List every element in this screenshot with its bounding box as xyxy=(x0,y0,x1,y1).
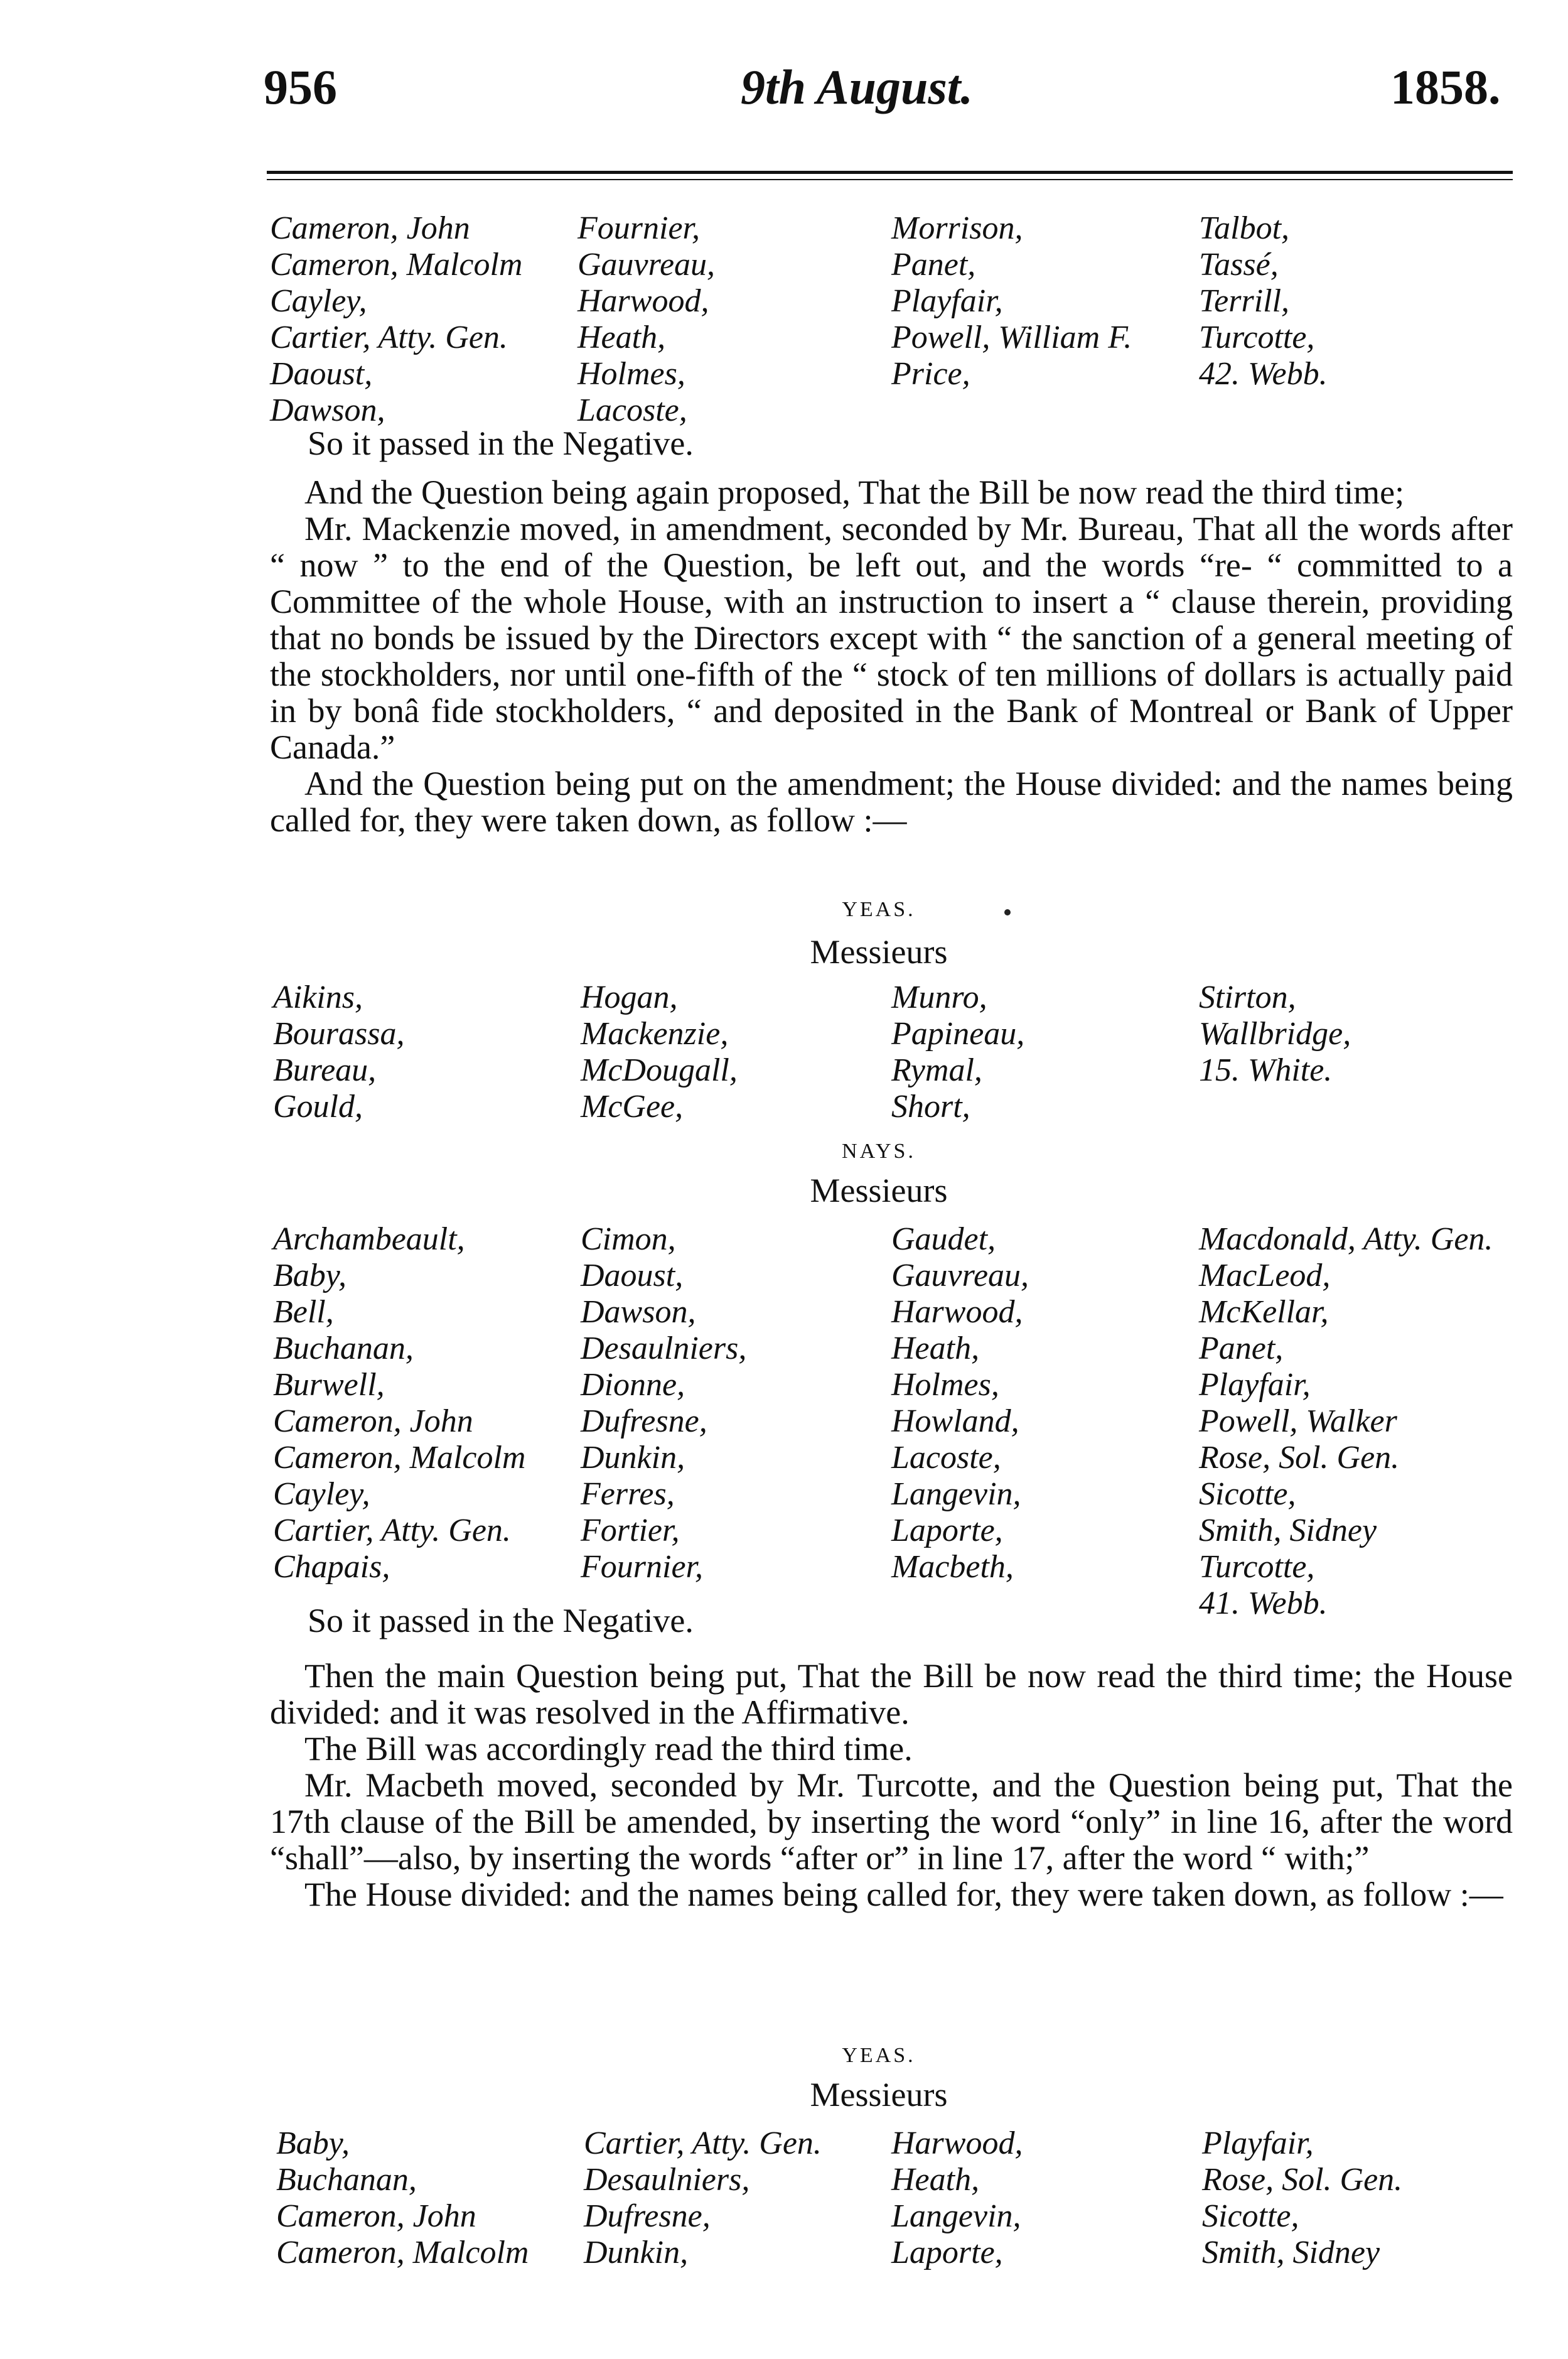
name-entry: Cimon, xyxy=(581,1221,676,1257)
names-column-4 xyxy=(1199,1221,1493,1622)
yeas-label-1: YEAS. xyxy=(842,898,916,921)
name-entry: MacLeod, xyxy=(1199,1258,1331,1293)
name-entry: Fournier, xyxy=(577,210,700,246)
names-column-3 xyxy=(891,210,1132,392)
stray-dot xyxy=(1004,909,1011,915)
name-entry: Dufresne, xyxy=(584,2198,711,2234)
names-column-2 xyxy=(581,1221,746,1585)
name-entry: Terrill, xyxy=(1199,283,1290,319)
name-entry: Dawson, xyxy=(270,392,385,428)
name-entry: Dionne, xyxy=(581,1367,685,1403)
name-entry: Panet, xyxy=(1199,1331,1284,1366)
yeas-label-2: YEAS. xyxy=(842,2044,916,2067)
name-entry: Baby, xyxy=(276,2125,350,2161)
result-negative-2: So it passed in the Negative. xyxy=(308,1602,694,1639)
names-column-1 xyxy=(270,210,522,429)
name-entry: Archambeault, xyxy=(273,1221,465,1257)
name-entry: Cayley, xyxy=(273,1476,370,1512)
name-entry: Holmes, xyxy=(577,356,685,392)
name-entry: Lacoste, xyxy=(891,1440,1001,1476)
name-entry: Fortier, xyxy=(581,1513,680,1548)
name-entry: Cameron, Malcolm xyxy=(276,2235,529,2270)
name-entry: Burwell, xyxy=(273,1367,385,1403)
name-entry: McKellar, xyxy=(1199,1294,1329,1330)
paragraph-house-divided: The House divided: and the names being called for, they were taken down, as follow :— xyxy=(304,1876,1503,1913)
name-entry: Talbot, xyxy=(1199,210,1290,246)
name-entry: Laporte, xyxy=(891,2235,1003,2270)
name-entry: Cartier, Atty. Gen. xyxy=(273,1513,511,1548)
names-column-4 xyxy=(1199,980,1351,1089)
name-entry: Cayley, xyxy=(270,283,367,319)
paragraph-macbeth-motion: Mr. Macbeth moved, seconded by Mr. Turcotte, and the Question being put, That the 17th clause of the Bill be amended, by inserting the word “only” in line 16, after the word “shall”—also, by inserting the words “after or” in line 17, after the word “ with;” xyxy=(270,1766,1513,1877)
name-entry: Dunkin, xyxy=(584,2235,689,2270)
name-entry: Dawson, xyxy=(581,1294,696,1330)
name-entry: Lacoste, xyxy=(577,392,687,428)
messieurs-label-3: Messieurs xyxy=(810,2076,948,2113)
name-entry: Bureau, xyxy=(273,1052,377,1088)
name-entry: Gaudet, xyxy=(891,1221,996,1257)
name-entry: Cameron, John xyxy=(270,210,470,246)
name-entry: Smith, Sidney xyxy=(1202,2235,1380,2270)
name-entry: Macbeth, xyxy=(891,1549,1014,1585)
name-entry: Wallbridge, xyxy=(1199,1016,1351,1052)
name-entry: Langevin, xyxy=(891,2198,1021,2234)
page-year: 1858. xyxy=(1390,60,1501,114)
names-column-4 xyxy=(1202,2125,1402,2271)
name-entry: Powell, Walker xyxy=(1199,1403,1397,1439)
text-block-1 xyxy=(270,474,1513,838)
name-entry: Panet, xyxy=(891,247,976,283)
name-entry: Price, xyxy=(891,356,970,392)
name-entry: Heath, xyxy=(891,1331,980,1366)
name-entry: Aikins, xyxy=(273,980,363,1015)
header-rule-thin xyxy=(267,179,1513,180)
name-entry: Dunkin, xyxy=(581,1440,685,1476)
name-entry: Heath, xyxy=(891,2162,980,2198)
name-entry: Daoust, xyxy=(270,356,373,392)
nays-label-1: NAYS. xyxy=(842,1140,916,1163)
name-entry: Cameron, Malcolm xyxy=(270,247,523,283)
name-entry: 15. White. xyxy=(1199,1052,1333,1088)
names-column-3 xyxy=(891,1221,1029,1585)
names-column-3 xyxy=(891,2125,1023,2271)
names-column-3 xyxy=(891,980,1024,1125)
name-entry: Howland, xyxy=(891,1403,1019,1439)
messieurs-label-2: Messieurs xyxy=(810,1172,948,1209)
name-entry: 41. Webb. xyxy=(1199,1585,1328,1621)
name-entry: Gauvreau, xyxy=(891,1258,1029,1293)
names-column-2 xyxy=(584,2125,822,2271)
names-column-2 xyxy=(577,210,715,429)
name-entry: Gauvreau, xyxy=(577,247,716,283)
name-entry: Harwood, xyxy=(891,2125,1023,2161)
name-entry: Buchanan, xyxy=(276,2162,417,2198)
name-entry: Turcotte, xyxy=(1199,320,1315,355)
name-entry: 42. Webb. xyxy=(1199,356,1328,392)
name-entry: Ferres, xyxy=(581,1476,675,1512)
names-column-1 xyxy=(276,2125,529,2271)
name-entry: McDougall, xyxy=(581,1052,738,1088)
result-negative-1: So it passed in the Negative. xyxy=(308,424,694,462)
name-entry: Playfair, xyxy=(1199,1367,1311,1403)
text-block-2 xyxy=(270,1658,1513,1913)
name-entry: Tassé, xyxy=(1199,247,1279,283)
name-entry: Dufresne, xyxy=(581,1403,707,1439)
names-column-1 xyxy=(273,1221,525,1585)
name-entry: Harwood, xyxy=(891,1294,1023,1330)
paragraph-main-question: Then the main Question being put, That the Bill be now read the third time; the House divided: and it was resolved in the Affirmative. xyxy=(270,1657,1513,1731)
name-entry: Powell, William F. xyxy=(891,320,1132,355)
name-entry: McGee, xyxy=(581,1089,684,1125)
name-entry: Hogan, xyxy=(581,980,678,1015)
name-entry: Laporte, xyxy=(891,1513,1003,1548)
name-entry: Buchanan, xyxy=(273,1331,414,1366)
name-entry: Smith, Sidney xyxy=(1199,1513,1377,1548)
name-entry: Baby, xyxy=(273,1258,346,1293)
name-entry: Rymal, xyxy=(891,1052,982,1088)
name-entry: Playfair, xyxy=(891,283,1003,319)
name-entry: Desaulniers, xyxy=(581,1331,747,1366)
name-entry: Holmes, xyxy=(891,1367,999,1403)
name-entry: Short, xyxy=(891,1089,970,1125)
name-entry: Bourassa, xyxy=(273,1016,405,1052)
names-column-2 xyxy=(581,980,738,1125)
name-entry: Papineau, xyxy=(891,1016,1025,1052)
name-entry: Gould, xyxy=(273,1089,363,1125)
name-entry: Sicotte, xyxy=(1202,2198,1299,2234)
name-entry: Cameron, Malcolm xyxy=(273,1440,526,1476)
name-entry: Rose, Sol. Gen. xyxy=(1202,2162,1403,2198)
name-entry: Mackenzie, xyxy=(581,1016,729,1052)
name-entry: Chapais, xyxy=(273,1549,390,1585)
name-entry: Sicotte, xyxy=(1199,1476,1296,1512)
name-entry: Heath, xyxy=(577,320,666,355)
names-column-1 xyxy=(273,980,404,1125)
name-entry: Rose, Sol. Gen. xyxy=(1199,1440,1400,1476)
name-entry: Turcotte, xyxy=(1199,1549,1315,1585)
name-entry: Stirton, xyxy=(1199,980,1296,1015)
names-column-4 xyxy=(1199,210,1328,392)
paragraph-mackenzie-amendment: Mr. Mackenzie moved, in amendment, seconded by Mr. Bureau, That all the words after “ now ” to the end of the Question, be left out, and the words “re- “ committed to a Committee of the whole House, with an instruction to insert a “ clause therein, providing that no bonds be issued by the Directors except with “ the sanction of a general meeting of the stockholders, nor until one-fifth of the “ stock of ten millions of dollars is actually paid in by bonâ fide stockholders, “ and deposited in the Bank of Montreal or Bank of Upper Canada.” xyxy=(270,510,1513,766)
name-entry: Cameron, John xyxy=(273,1403,473,1439)
name-entry: Daoust, xyxy=(581,1258,684,1293)
name-entry: Macdonald, Atty. Gen. xyxy=(1199,1221,1493,1257)
name-entry: Fournier, xyxy=(581,1549,703,1585)
name-entry: Playfair, xyxy=(1202,2125,1314,2161)
name-entry: Bell, xyxy=(273,1294,334,1330)
paragraph-question-put: And the Question being put on the amendment; the House divided: and the names being called for, they were taken down, as follow :— xyxy=(270,765,1513,839)
header-rule-thick xyxy=(267,171,1513,174)
name-entry: Harwood, xyxy=(577,283,709,319)
paragraph-third-reading: The Bill was accordingly read the third time. xyxy=(304,1730,913,1768)
name-entry: Cameron, John xyxy=(276,2198,476,2234)
paragraph-question-proposed: And the Question being again proposed, That the Bill be now read the third time; xyxy=(304,473,1405,511)
messieurs-label-1: Messieurs xyxy=(810,933,948,971)
name-entry: Langevin, xyxy=(891,1476,1021,1512)
page-date: 9th August. xyxy=(741,60,973,114)
page-number: 956 xyxy=(264,60,337,114)
name-entry: Cartier, Atty. Gen. xyxy=(270,320,508,355)
name-entry: Munro, xyxy=(891,980,987,1015)
name-entry: Desaulniers, xyxy=(584,2162,750,2198)
name-entry: Morrison, xyxy=(891,210,1023,246)
name-entry: Cartier, Atty. Gen. xyxy=(584,2125,822,2161)
